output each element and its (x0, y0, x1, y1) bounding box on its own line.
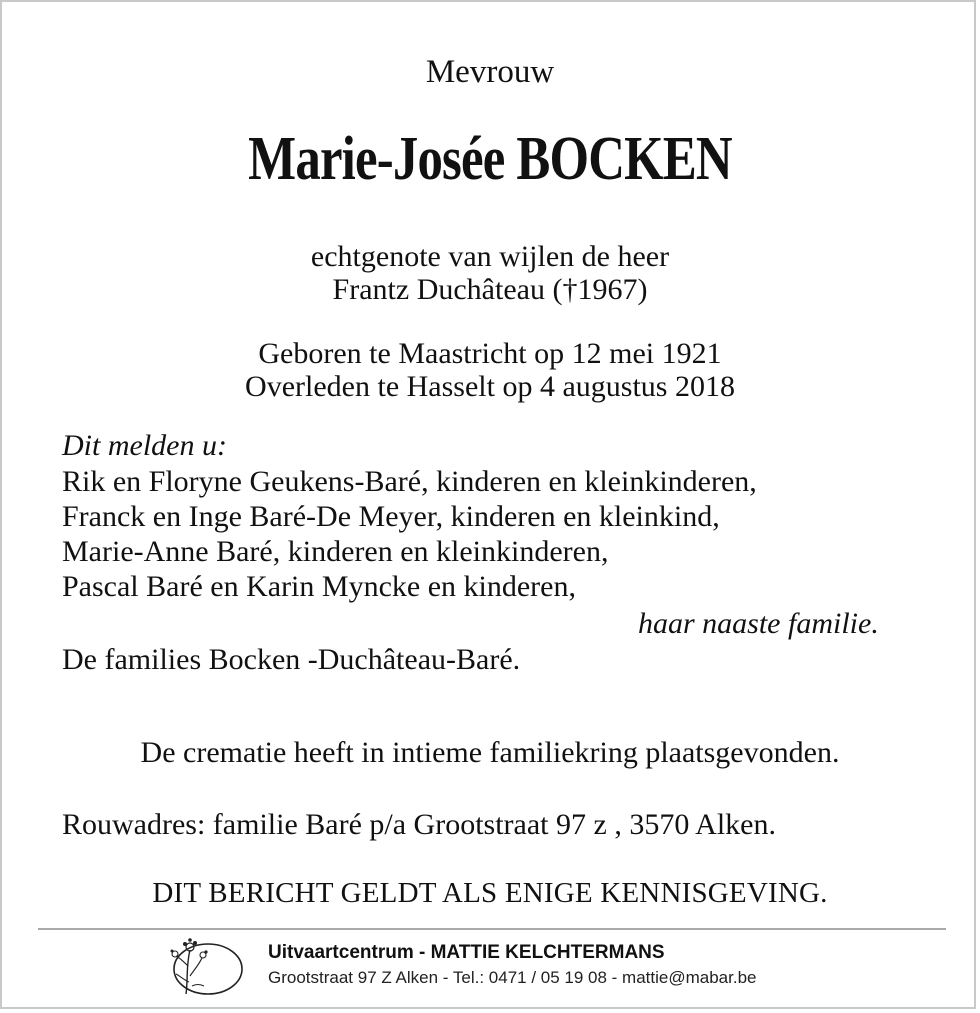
spouse-line-1: echtgenote van wijlen de heer (310, 240, 670, 273)
notice-text: DIT BERICHT GELDT ALS ENIGE KENNISGEVING. (152, 877, 828, 909)
family-intro: Dit melden u: (62, 429, 227, 462)
mourning-address: Rouwadres: familie Baré p/a Grootstraat 97 z , 3570 Alken. (62, 808, 776, 841)
spouse-line-2: Frantz Duchâteau (†1967) (332, 273, 648, 306)
funeral-home-contact: Grootstraat 97 Z Alken - Tel.: 0471 / 05 19 08 - mattie@mabar.be (268, 968, 757, 987)
family-member: Franck en Inge Baré-De Meyer, kinderen en kleinkind, (62, 500, 720, 533)
footer-divider (38, 928, 946, 930)
flower-icon (164, 936, 246, 998)
family-member: Marie-Anne Baré, kinderen en kleinkinderen, (62, 535, 609, 568)
birth-line: Geboren te Maastricht op 12 mei 1921 (258, 337, 722, 370)
death-line: Overleden te Hasselt op 4 augustus 2018 (245, 370, 735, 403)
family-member: Pascal Baré en Karin Myncke en kinderen, (62, 570, 576, 603)
family-member: Rik en Floryne Geukens-Baré, kinderen en kleinkinderen, (62, 465, 757, 498)
family-closing: haar naaste familie. (638, 607, 879, 640)
cremation-text: De crematie heeft in intieme familiekring plaatsgevonden. (140, 736, 840, 769)
funeral-home-name: Uitvaartcentrum - MATTIE KELCHTERMANS (268, 942, 665, 963)
families-line: De families Bocken -Duchâteau-Baré. (62, 643, 521, 676)
salutation: Mevrouw (425, 54, 555, 90)
deceased-name: Marie-Josée BOCKEN (248, 125, 732, 193)
